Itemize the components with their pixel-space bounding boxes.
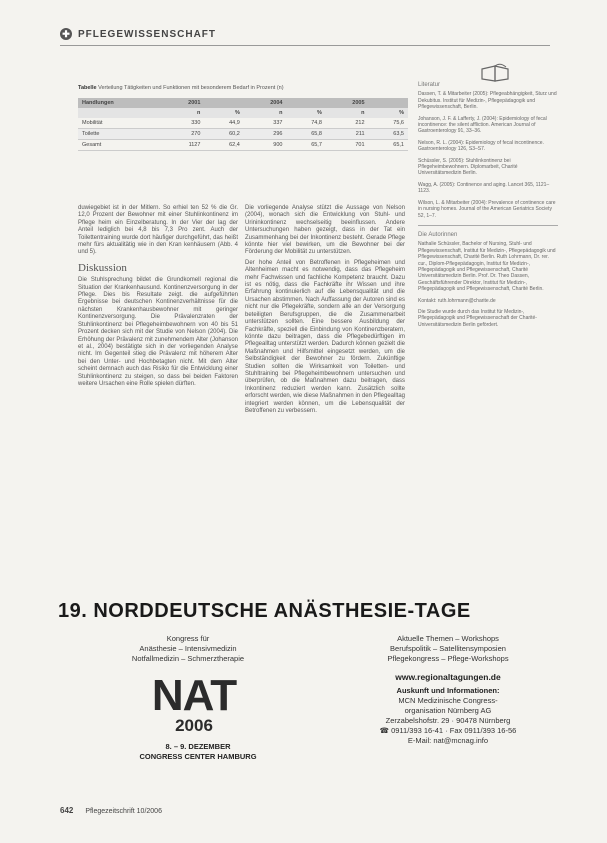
table-subheader-cell: % xyxy=(317,110,322,116)
nat-year: 2006 xyxy=(175,716,213,735)
sidebar-divider xyxy=(418,225,558,226)
reference-item: Dassen, T. & Mitarbeiter (2005): Pflegeabhängigkeit, Sturz und Dekubitus. Institut für Medizin-, Pflegepädagogik und Pflegewissenschaft, Berlin. xyxy=(418,91,557,111)
table-header-cell: 2001 xyxy=(188,100,201,106)
table-header-row xyxy=(78,98,408,108)
table-subheader-cell: % xyxy=(399,110,404,116)
reference-item: Nelson, R. L. (2004): Epidemiology of fecal incontinence. Gastroenterology 126, S3–S7. xyxy=(418,139,544,153)
table-cell: 330 xyxy=(191,120,201,126)
table-cell: 337 xyxy=(273,120,283,126)
table-header-cell xyxy=(286,98,325,108)
ad-info-line: ☎ 0911/393 16-41 · Fax 0911/393 16-56 xyxy=(379,726,517,735)
table-header-cell xyxy=(204,98,243,108)
ad-info-line: organisation Nürnberg AG xyxy=(404,706,492,715)
ad-left-block xyxy=(88,634,288,664)
ad-left-line: Kongress für xyxy=(166,634,210,643)
ad-date: 8. – 9. DEZEMBER xyxy=(165,742,231,751)
table-cell: 44,9 xyxy=(229,120,240,126)
data-table-block xyxy=(78,85,408,151)
ad-right-line: Aktuelle Themen – Workshops xyxy=(397,634,499,643)
ad-info-line: E-Mail: nat@mcnag.info xyxy=(407,736,489,745)
table-cell: Mobilität xyxy=(82,120,103,126)
sidebar xyxy=(418,82,558,333)
ad-left-line: Notfallmedizin – Schmerztherapie xyxy=(131,654,245,663)
table-cell: 1127 xyxy=(188,142,201,148)
table-cell: 74,8 xyxy=(311,120,322,126)
table-cell: 62,4 xyxy=(229,142,240,148)
contact-label: Kontakt: xyxy=(418,297,437,304)
nat-logo-text: NAT xyxy=(151,671,237,720)
section-header xyxy=(60,28,216,40)
ad-right-line: Pflegekongress – Pflege-Workshops xyxy=(387,654,509,663)
ad-info-line: MCN Medizinische Congress- xyxy=(398,696,498,705)
conference-advertisement xyxy=(58,600,578,790)
table-subheader-row xyxy=(78,108,408,118)
ad-left-line: Anästhesie – Intensivmedizin xyxy=(139,644,237,653)
journal-issue: Pflegezeitschrift 10/2006 xyxy=(85,808,162,815)
table-cell: 701 xyxy=(355,142,365,148)
section-title: PFLEGEWISSENSCHAFT xyxy=(78,28,217,40)
section-heading-diskussion: Diskussion xyxy=(78,261,127,274)
paragraph: duwiegebiet ist in der Mitlern. So erhiel ten 52 % die Gr. 12,0 Prozent der Bewohner mit einer Stuhlinkontinenz im Pflege heim ein Einzelberatung. In der Vier der lag der Anteil lediglich bei 4,8 bis 7,3 Pro zent. Auch der Toilettentraining wurde dort häufiger durchgeführt, das heißt mehr fürs aktualitätig wie in den Kran kenhäusern (Abb. 4 und 5). xyxy=(78,205,238,256)
table-header-cell: 2005 xyxy=(352,100,365,106)
paragraph: Die vorliegende Analyse stützt die Aussage von Nelson (2004), wonach sich die Entwicklung von Stuhl- und Urininkontinenz wechselseitig beeinflussen. Andere Untersuchungen haben gezeigt, dass in der Tat ein Zusammenhang bei der Inkontinenz besteht. Gerade Pflege könnte hier viel bewirken, um die Bewohner bei der Förderung der Mobilität zu unterstützen. xyxy=(245,205,405,256)
table-subheader-cell: n xyxy=(197,110,201,116)
table-subheader-cell xyxy=(78,108,162,118)
ad-venue: CONGRESS CENTER HAMBURG xyxy=(139,752,257,761)
table-header-cell: Handlungen xyxy=(82,100,114,106)
nat-logo xyxy=(144,671,244,736)
ad-date-block xyxy=(108,742,288,762)
table-cell: 63,5 xyxy=(393,131,404,137)
table-cell: 270 xyxy=(191,131,201,137)
page-number: 642 xyxy=(60,806,74,815)
paragraph: Der hohe Anteil von Betroffenen in Pflegeheimen und Altenheimen macht es notwendig, dass das Pflegeheim mehr Fachwissen und fachliche Kompetenz braucht. Dazu ist es nötig, dass die Fachkräfte ihr Wissen und ihre Erfahrung kontinuierlich auf die Lebensqualität und die Ursachen abstimmen. Nach Auffassung der Autoren sind es nicht nur die Pflegekräfte, sondern alle an der Versorgung beteiligten Berufsgruppen, die die Zusammenarbeit unterstützen sollten. Eine bessere Ausbildung der Fachkräfte, speziell die Einbindung von Kontinenzberatern, könnte dazu beitragen, dass die Pflegebedürftigen im Pflegealltag unterstützt werden. Dadurch können gezielt die Maßnahmen und Hilfsmittel eingesetzt werden, um die Selbständigkeit der Bewohner zu fördern. Zukünftige Studien sollten die Wirksamkeit von Toiletten- und Stuhltraining bei Pflegeheimbewohnern untersuchen und überprüfen, ob die Maßnahmen dazu beitragen, dass Inkontinenz reduziert werden kann. Zusätzlich sollte erforscht werden, wie diese Maßnahmen in den Pflegealltag integriert werden können, um die Lebensqualität der Betroffenen zu verbessern. xyxy=(245,259,405,414)
table-subheader-cell: % xyxy=(234,110,240,116)
open-book-icon xyxy=(480,63,510,83)
ad-right-line: Berufspolitik – Satellitensymposien xyxy=(390,644,506,653)
table-subheader-cell: n xyxy=(279,110,283,116)
ad-info-line: Zerzabelshofstr. 29 · 90478 Nürnberg xyxy=(385,716,511,725)
table-header-cell: 2004 xyxy=(270,100,283,106)
table-row xyxy=(78,118,408,129)
table-cell: 212 xyxy=(355,120,365,126)
contact-email[interactable]: ruth.lohrmann@charite.de xyxy=(437,297,496,304)
header-divider xyxy=(60,45,550,46)
literature-title: Literatur xyxy=(418,82,441,88)
ad-right-block xyxy=(333,634,563,746)
page-footer xyxy=(60,806,162,815)
ad-title: 19. NORDDEUTSCHE ANÄSTHESIE-TAGE xyxy=(58,600,471,622)
table-row xyxy=(78,140,408,151)
cross-logo-icon: ✚ xyxy=(60,28,72,40)
body-column-left xyxy=(78,205,238,391)
reference-item: Johanson, J. F. & Lafferty, J. (2004): Epidemiology of fecal incontinence: the silent affliction. American Journal of Gastroenterology 91, 33–36. xyxy=(418,115,547,135)
contact-line xyxy=(418,298,558,304)
table-cell: 900 xyxy=(273,142,283,148)
paragraph: Die Stuhlsprechung bildet die Grundkomell regional die Situation der Krankenhausund. Kontinenzversorgung in der Pflege. Dies bis Resultate zeigt. die aufgeführten Ergebnisse bei deutschen Kontinenzverhältnisse für die nächsten Krankenhausbewohner mit geringer Kontinenzversorgung. Die Prävalenzraten der Stuhlinkontinenz bei Pflegeheimbewohnern von 40 bis 51 Prozent decken sich mit der Studie von Nelson (2004). Die Erhöhung der Prävalenz mit zunehmendem Alter (Johanson et al., 2004) bestätigte sich in der vorliegenden Analyse nicht. Im Gegenteil stieg die Prävalenz mit höherem Alter bei den Unter- und Hochbetagten nicht. Mit dem Alter scheint demnach auch das Risiko für die Entwicklung einer Stuhlinkontinenz zu steigen, so dass bei beiden Faktoren weitere Ursachen eine Rolle spielen dürften. xyxy=(78,277,238,387)
table-caption xyxy=(78,85,408,92)
table-cell: 211 xyxy=(355,131,365,137)
table-cell: Gesamt xyxy=(82,142,102,148)
body-column-middle xyxy=(245,205,405,418)
reference-item: Wagg, A. (2005): Continence and aging. Lancet 365, 1121–1123. xyxy=(418,181,550,195)
table-subheader-cell: n xyxy=(361,110,365,116)
reference-item: Wilson, L. & Mitarbeiter (2004): Prevalence of continence care in nursing homes. Journal of the American Geriatrics Society 52, 1–7. xyxy=(418,199,556,219)
footnote: Die Studie wurde durch das Institut für Medizin-, Pflegepädagogik und Pflegewissenschaft der Charité-Universitätsmedizin Berlin gefördert. xyxy=(418,308,537,328)
table-cell: 60,2 xyxy=(229,131,240,137)
table-header-cell xyxy=(369,98,408,108)
table-cell: 65,8 xyxy=(311,131,322,137)
table-cell: Toilette xyxy=(82,131,100,137)
authors-text: Nathalie Schüssler, Bachelor of Nursing, Stuhl- und Pflegewissenschaft, Institut für Medizin-, Pflegepädagogik und Pflegewissenschaft, Charité Berlin. Ruth Lohrmann, Dr. rer. cur., Diplom-Pflegepädagogin, Institut für Medizin-, Pflegepädagogik und Pflegewissenschaft, Charité Universitätsmedizin Berlin. Prof. Dr. Theo Dassen, Geschäftsführender Direktor, Institut für Medizin-, Pflegepädagogik und Pflegewissenschaft, Charité Berlin. xyxy=(418,241,556,293)
ad-info-heading: Auskunft und Informationen: xyxy=(396,686,500,695)
table-label: Tabelle xyxy=(78,85,97,91)
ad-website-link[interactable]: www.regionaltagungen.de xyxy=(395,672,501,682)
data-table xyxy=(78,98,408,151)
table-cell: 75,6 xyxy=(393,120,404,126)
table-row xyxy=(78,129,408,140)
table-cell: 296 xyxy=(273,131,283,137)
authors-title: Die Autorinnen xyxy=(418,231,458,238)
table-caption-text: Verteilung Tätigkeiten und Funktionen mit besonderem Bedarf in Prozent (n) xyxy=(98,85,284,91)
table-cell: 65,7 xyxy=(311,142,322,148)
reference-item: Schüssler, S. (2005): Stuhlinkontinenz bei Pflegeheimbewohnern. Diplomarbeit, Charité Universitätsmedizin Berlin. xyxy=(418,157,518,177)
table-cell: 65,1 xyxy=(393,142,404,148)
